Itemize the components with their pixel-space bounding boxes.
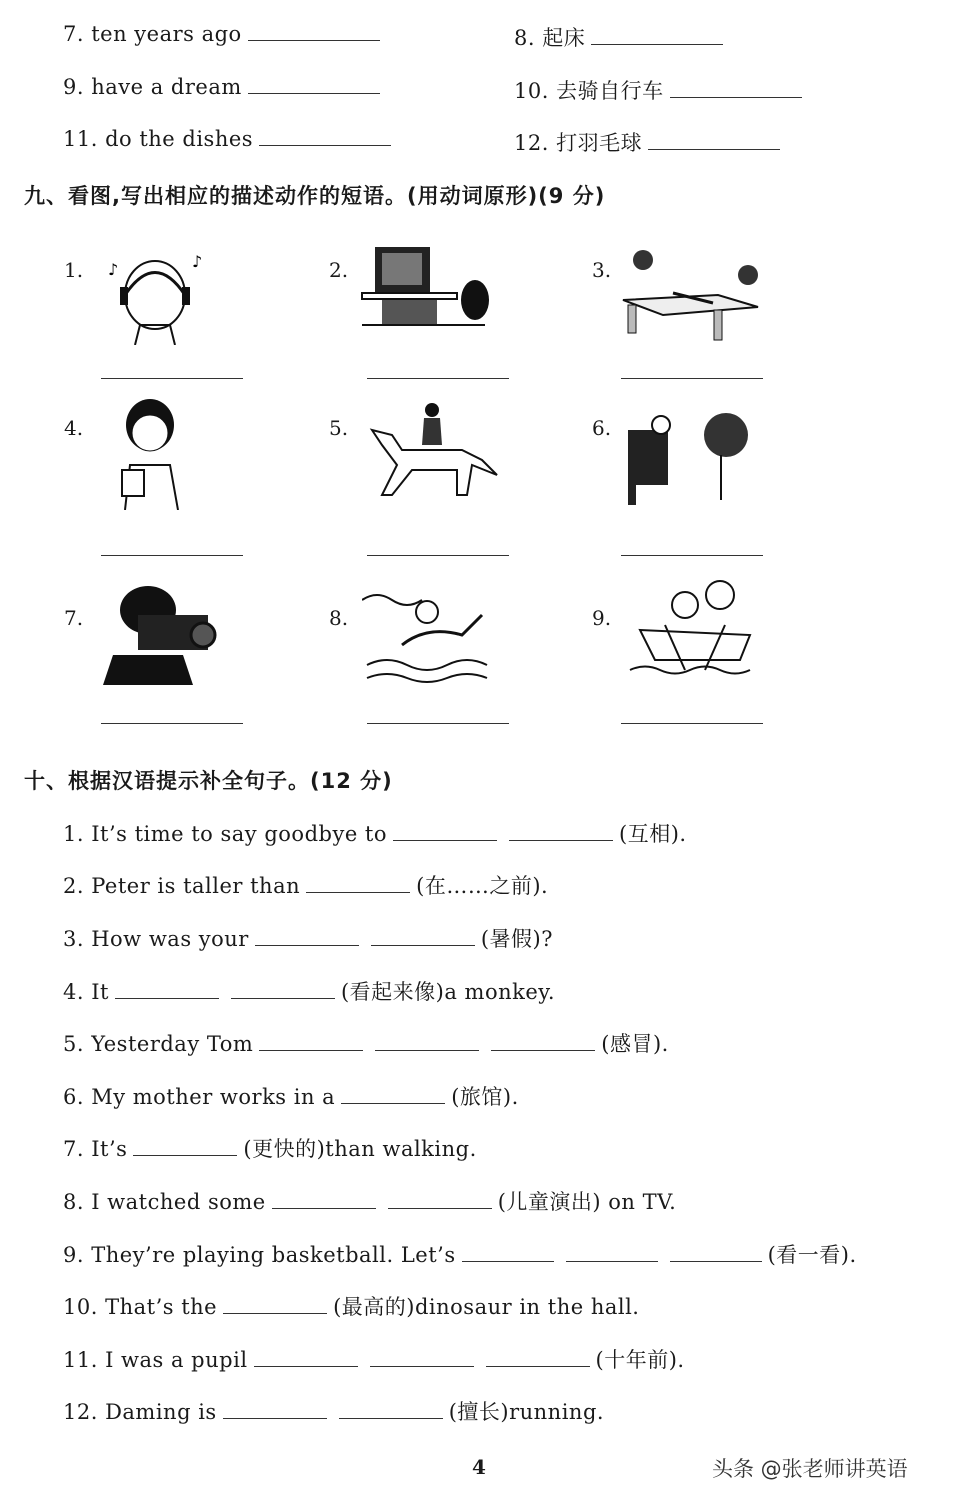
answer-line-8[interactable] bbox=[367, 723, 509, 724]
taking-photos-icon bbox=[103, 580, 218, 685]
answer-line-9[interactable] bbox=[621, 723, 763, 724]
sentence-3: 3. How was your (暑假)? bbox=[63, 927, 553, 951]
vocab-item-10: 10. 去骑自行车 bbox=[514, 75, 808, 105]
sentence-9: 9. They’re playing basketball. Let’s (看一看). bbox=[63, 1243, 857, 1267]
answer-blank[interactable] bbox=[133, 1154, 237, 1156]
answer-blank[interactable] bbox=[341, 1102, 445, 1104]
answer-blank[interactable] bbox=[259, 1049, 363, 1051]
vocab-item-7: 7. ten years ago bbox=[63, 22, 386, 46]
answer-blank[interactable] bbox=[670, 1260, 762, 1262]
answer-blank[interactable] bbox=[231, 997, 335, 999]
vocab-item-11: 11. do the dishes bbox=[63, 127, 397, 151]
vocab-item-8: 8. 起床 bbox=[514, 22, 729, 52]
girl-reading-book-icon bbox=[110, 395, 190, 510]
sentence-8: 8. I watched some (儿童演出) on TV. bbox=[63, 1190, 677, 1214]
answer-blank[interactable] bbox=[371, 944, 475, 946]
answer-blank[interactable] bbox=[486, 1365, 590, 1367]
picture-number: 1. bbox=[64, 258, 84, 282]
answer-blank[interactable] bbox=[339, 1417, 443, 1419]
answer-line-4[interactable] bbox=[101, 555, 243, 556]
svg-text:♪: ♪ bbox=[108, 260, 119, 279]
watching-tv-icon bbox=[360, 245, 495, 345]
picture-number: 7. bbox=[64, 606, 84, 630]
page-number: 4 bbox=[472, 1455, 486, 1479]
sentence-6: 6. My mother works in a (旅馆). bbox=[63, 1085, 519, 1109]
section-9-title: 九、看图,写出相应的描述动作的短语。(用动词原形)(9 分) bbox=[24, 184, 606, 208]
answer-blank[interactable] bbox=[509, 839, 613, 841]
answer-blank[interactable] bbox=[223, 1417, 327, 1419]
answer-line-6[interactable] bbox=[621, 555, 763, 556]
answer-line-7[interactable] bbox=[101, 723, 243, 724]
svg-text:♪: ♪ bbox=[192, 252, 203, 271]
picture-number: 6. bbox=[592, 416, 612, 440]
girl-playing-piano-icon bbox=[626, 405, 756, 505]
answer-blank[interactable] bbox=[491, 1049, 595, 1051]
picture-number: 4. bbox=[64, 416, 84, 440]
answer-blank[interactable] bbox=[591, 43, 723, 45]
answer-blank[interactable] bbox=[248, 39, 380, 41]
answer-line-2[interactable] bbox=[367, 378, 509, 379]
vocab-item-9: 9. have a dream bbox=[63, 75, 386, 99]
rowing-boat-icon bbox=[625, 575, 760, 680]
sentence-5: 5. Yesterday Tom (感冒). bbox=[63, 1032, 669, 1056]
sentence-4: 4. It (看起来像)a monkey. bbox=[63, 980, 556, 1004]
sentence-2: 2. Peter is taller than (在……之前). bbox=[63, 874, 549, 898]
sentence-12: 12. Daming is (擅长)running. bbox=[63, 1400, 605, 1424]
answer-blank[interactable] bbox=[388, 1207, 492, 1209]
answer-blank[interactable] bbox=[223, 1312, 327, 1314]
answer-blank[interactable] bbox=[566, 1260, 658, 1262]
answer-line-5[interactable] bbox=[367, 555, 509, 556]
answer-blank[interactable] bbox=[248, 92, 380, 94]
answer-blank[interactable] bbox=[115, 997, 219, 999]
watermark: 头条 @张老师讲英语 bbox=[712, 1457, 908, 1481]
sentence-7: 7. It’s (更快的)than walking. bbox=[63, 1137, 477, 1161]
sentence-11: 11. I was a pupil (十年前). bbox=[63, 1348, 685, 1372]
sentence-10: 10. That’s the (最高的)dinosaur in the hall. bbox=[63, 1295, 640, 1319]
answer-blank[interactable] bbox=[259, 144, 391, 146]
answer-line-3[interactable] bbox=[621, 378, 763, 379]
section-10-title: 十、根据汉语提示补全句子。(12 分) bbox=[24, 769, 393, 793]
answer-blank[interactable] bbox=[375, 1049, 479, 1051]
answer-blank[interactable] bbox=[254, 1365, 358, 1367]
answer-blank[interactable] bbox=[272, 1207, 376, 1209]
answer-blank[interactable] bbox=[370, 1365, 474, 1367]
answer-blank[interactable] bbox=[306, 891, 410, 893]
answer-line-1[interactable] bbox=[101, 378, 243, 379]
swimming-icon bbox=[362, 590, 492, 685]
sentence-1: 1. It’s time to say goodbye to (互相). bbox=[63, 822, 687, 846]
girl-listening-music-icon bbox=[100, 245, 210, 345]
riding-horse-icon bbox=[362, 400, 502, 500]
playing-table-tennis-icon bbox=[618, 245, 768, 345]
picture-number: 2. bbox=[329, 258, 349, 282]
picture-number: 9. bbox=[592, 606, 612, 630]
answer-blank[interactable] bbox=[462, 1260, 554, 1262]
answer-blank[interactable] bbox=[393, 839, 497, 841]
picture-number: 3. bbox=[592, 258, 612, 282]
answer-blank[interactable] bbox=[670, 96, 802, 98]
answer-blank[interactable] bbox=[648, 148, 780, 150]
vocab-item-12: 12. 打羽毛球 bbox=[514, 127, 786, 157]
answer-blank[interactable] bbox=[255, 944, 359, 946]
picture-number: 5. bbox=[329, 416, 349, 440]
picture-number: 8. bbox=[329, 606, 349, 630]
